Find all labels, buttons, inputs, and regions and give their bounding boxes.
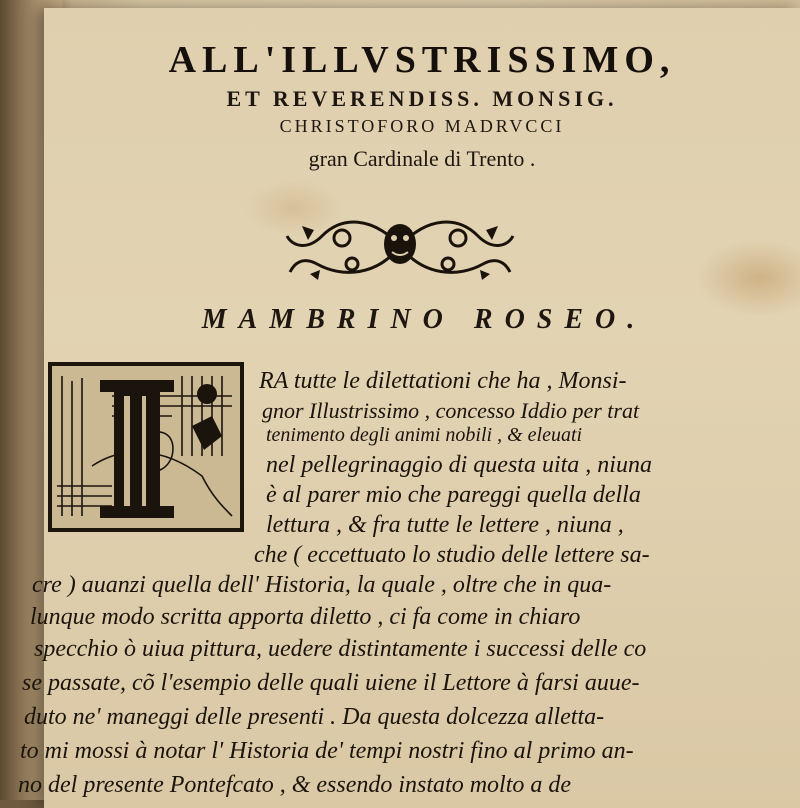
woodcut-initial-icon bbox=[48, 362, 244, 532]
body-line-9: lunque modo scritta apporta diletto , ci fa come in chiaro bbox=[30, 604, 581, 630]
body-line-11: se passate, cõ l'esempio delle quali uiene il Lettore à farsi auue- bbox=[22, 670, 640, 696]
body-line-3: tenimento degli animi nobili , & eleuati bbox=[266, 424, 583, 446]
body-line-2: gnor Illustrissimo , concesso Iddio per trat bbox=[262, 398, 640, 423]
body-line-4: nel pellegrinaggio di questa uita , niuna bbox=[266, 452, 652, 478]
floral-ornament-icon bbox=[282, 206, 518, 286]
body-line-5: è al parer mio che pareggi quella della bbox=[266, 482, 641, 508]
body-line-13: to mi mossi à notar l' Historia de' tempi nostri fino al primo an- bbox=[20, 738, 634, 764]
dedication-title: ALL'ILLVSTRISSIMO, bbox=[168, 39, 676, 81]
dedicatee-title: gran Cardinale di Trento . bbox=[308, 146, 536, 171]
dedicatee-name: CHRISTOFORO MADRVCCI bbox=[279, 116, 565, 136]
dedication-subtitle: ET REVERENDISS. MONSIG. bbox=[226, 86, 618, 111]
author-name: MAMBRINO ROSEO. bbox=[201, 304, 647, 335]
body-line-7: che ( eccettuato lo studio delle lettere sa- bbox=[254, 542, 650, 568]
body-line-12: duto ne' maneggi delle presenti . Da questa dolcezza alletta- bbox=[24, 704, 605, 730]
body-line-6: lettura , & fra tutte le lettere , niuna , bbox=[266, 512, 624, 538]
body-line-14: no del presente Pontefcato , & essendo instato molto a de bbox=[18, 772, 572, 798]
body-line-1: RA tutte le dilettationi che ha , Monsi- bbox=[259, 368, 627, 394]
body-line-8: cre ) auanzi quella dell' Historia, la quale , oltre che in qua- bbox=[32, 572, 612, 598]
book-page bbox=[18, 8, 800, 808]
body-line-10: specchio ò uiua pittura, uedere distintamente i successi delle co bbox=[34, 636, 647, 662]
